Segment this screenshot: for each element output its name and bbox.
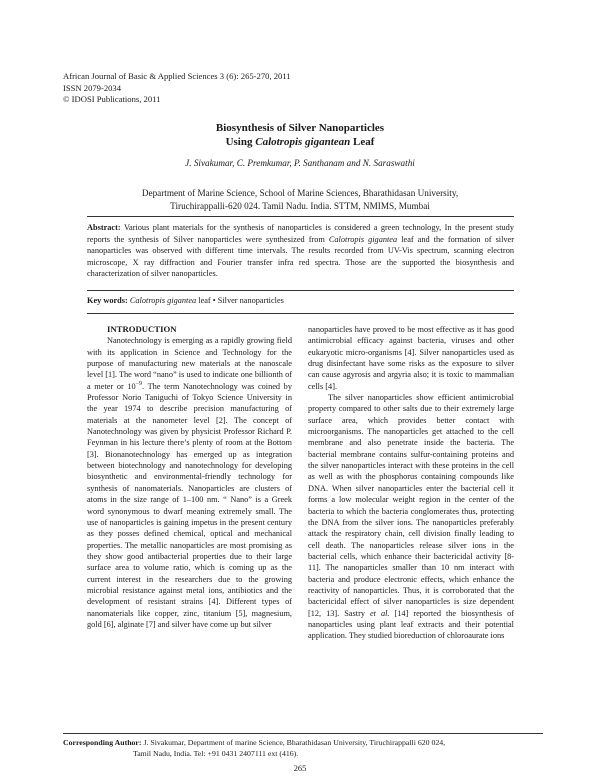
footer-label: Corresponding Author: [63, 738, 142, 747]
journal-citation: African Journal of Basic & Applied Sciences 3 (6): 265-270, 2011 [63, 71, 291, 81]
journal-header [63, 71, 291, 106]
abstract-species: Calotropis gigantea [328, 234, 398, 244]
intro-paragraph-2: nanoparticles have proved to be most effective as it has good antimicrobial efficacy against bacteria, viruses and other eukaryotic micro-organisms [4]. Silver nanoparticles used as drug disinfectant have some risks as the exposure to silver can cause agyrosis and argyria also; it is toxic to mammalian cells [4]. [308, 325, 514, 391]
intro-p3-etal: et al. [370, 608, 390, 618]
corresponding-author [63, 737, 543, 759]
abstract [87, 222, 514, 280]
footer-text-1: J. Sivakumar, Department of marine Science, Bharathidasan University, Tiruchirappalli 620 024, [143, 738, 446, 747]
right-column [308, 324, 514, 642]
footer-line-2: Tamil Nadu, India. Tel: +91 0431 2407111 ext (416). [133, 749, 299, 758]
left-column [87, 324, 292, 630]
abstract-top-rule [87, 216, 514, 217]
intro-paragraph-3 [308, 392, 514, 642]
keywords-bottom-rule [87, 313, 514, 314]
paper-title [0, 121, 600, 149]
intro-p1-text-b: . The term Nanotechnology was coined by Professor Norio Taniguchi of Tokyo Science University in the year 1974 to describe precision manufacturing of materials at the nanometer level [2]. The concept of Nanotechnology was given by physicist Professor Richard P. Feynman in his lecture there’s plenty of room at the Bottom [3]. Bionanotechnology has emerged up as integration between biotechnology and nanotechnology for developing biosynthetic and environmental-friendly technology for synthesis of nanomaterials. Nanoparticles are clusters of atoms in the size range of 1–100 nm. “ Nano” is a Greek word synonymous to dwarf meaning extremely small. The use of nanoparticles is gaining impetus in the present century as they posses defined chemical, optical and mechanical properties. The metallic nanoparticles are most promising as they show good antibacterial properties due to their large surface area to volume ratio, which is coming up as the current interest in the researchers due to the growing microbial resistance against metal ions, antibiotics and the development of resistant strains [4]. Different types of nanomaterials like copper, zinc, titanium [5], magnesium, gold [6], alginate [7] and silver have come up but silver [87, 381, 292, 629]
journal-issn: ISSN 2079-2034 [63, 82, 122, 93]
page-number: 265 [293, 764, 307, 773]
abstract-label: Abstract: [87, 223, 121, 232]
intro-p1-exponent: −9 [135, 380, 143, 387]
abstract-text-a: Various plant materials for the synthesis of nanoparticles is considered a green technology, In the present study reports the synthesis of Silver nanoparticles were synthesized from [87, 223, 514, 244]
journal-copyright: © IDOSI Publications, 2011 [63, 94, 161, 104]
title-suffix: Leaf [353, 136, 375, 148]
title-species: Calotropis gigantean [255, 136, 351, 148]
keywords-rule [87, 290, 514, 291]
title-prefix: Using [225, 136, 253, 148]
intro-p3-text-b: [14] reported the biosynthesis of nanoparticles using plant leaf extracts and their potential application. They studied bioreduction of chloroaurate ions [308, 608, 515, 641]
abstract-text-b: leaf and the formation of silver nanoparticles was observed with different time intervals. The results recorded from UV-Vis spectrum, scanning electron microscope, X ray diffraction and Fourier transfer infra red spectra. Those are the supported the biosynthesis and characterization of silver nanoparticles. [87, 234, 515, 278]
title-line-1: Biosynthesis of Silver Nanoparticles [215, 122, 385, 134]
intro-p1-text-a: Nanotechnology is emerging as a rapidly growing field with its application in Science and Technology for the purpose of manufacturing new materials at the nanoscale level [1]. The word “nano” is used to indicate one billionth of a meter or 10 [87, 336, 292, 391]
keywords-label: Key words: [87, 296, 128, 305]
affiliation-line-1: Department of Marine Science, School of Marine Sciences, Bharathidasan University, [141, 188, 459, 198]
footer-rule [63, 733, 543, 734]
intro-paragraph-1 [87, 335, 292, 630]
introduction-heading: INTRODUCTION [107, 324, 177, 334]
keywords-species: Calotropis gigantea [129, 296, 197, 305]
affiliation [0, 187, 600, 212]
affiliation-line-2: Tiruchirappalli-620 024. Tamil Nadu. India. STTM, NMIMS, Mumbai [170, 200, 430, 211]
footer-line-1 [63, 737, 543, 748]
keywords-rest: leaf • Silver nanoparticles [198, 296, 284, 305]
title-line-2 [0, 135, 600, 149]
intro-p3-text-a: The silver nanoparticles show efficient antimicrobial property compared to other salts due to their extremely large surface area, which provides better contact with microorganisms. The nanoparticles get attached to the cell membrane and also penetrate inside the bacteria. The bacterial membrane contains sulfur-containing proteins and the silver nanoparticles interact with these proteins in the cell as well as with the phosphorus containing compounds like DNA. When silver nanoparticles enter the bacterial cell it forms a low molecular weight region in the center of the bacteria to which the bacteria conglomerates thus, protecting the DNA from the silver ions. The nanoparticles preferably attack the respiratory chain, cell division finally leading to cell death. The nanoparticles release silver ions in the bacterial cells, which enhance their bactericidal activity [8-11]. The nanoparticles smaller than 10 nm interact with bacteria and produce electronic effects, which enhance the reactivity of nanoparticles. Thus, it is corroborated that the bactericidal effect of silver nanoparticles is size dependent [12, 13]. Sastry [308, 393, 514, 618]
author-list: J. Sivakumar, C. Premkumar, P. Santhanam and N. Saraswathi [185, 158, 415, 168]
keywords [87, 296, 514, 305]
